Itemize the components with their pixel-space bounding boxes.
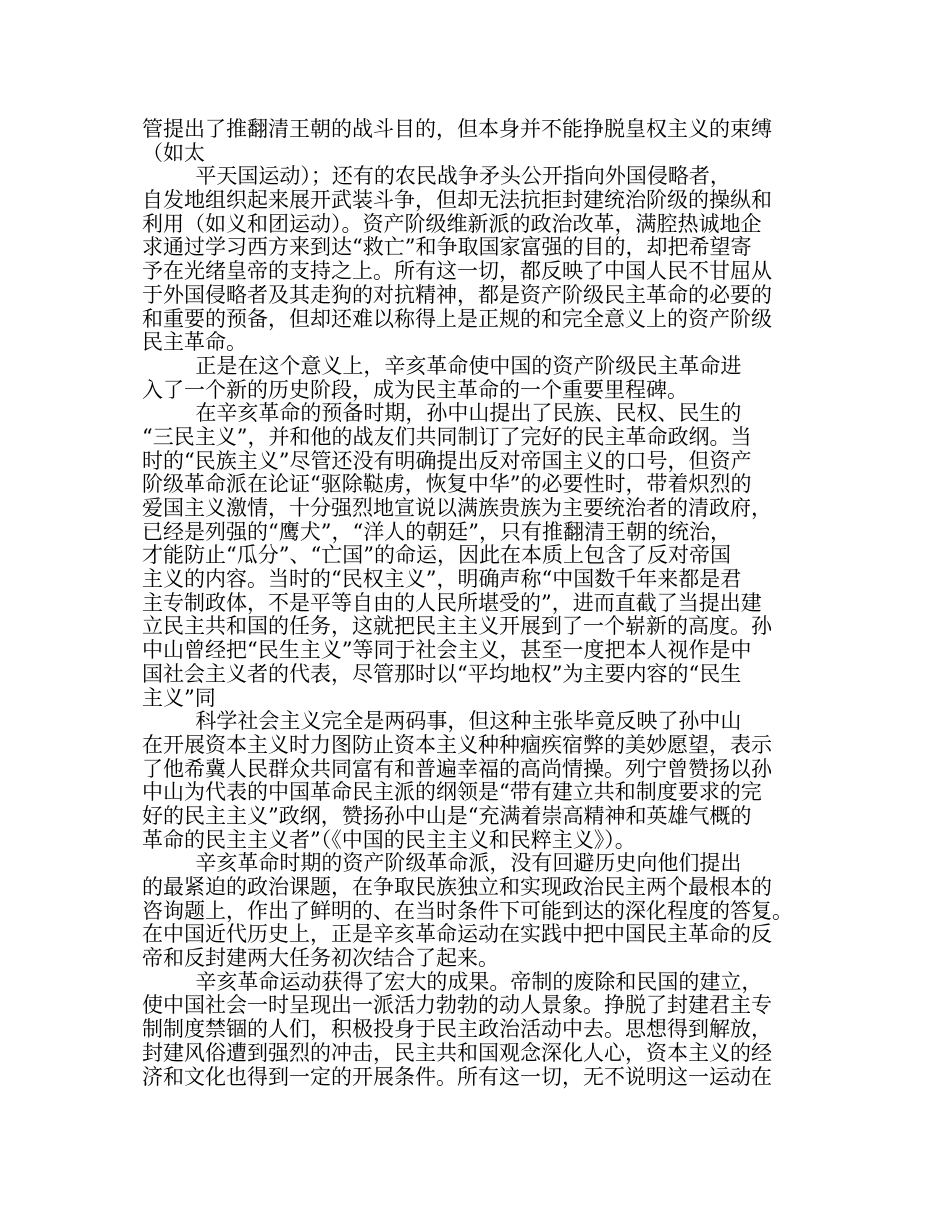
text-line: 了他希冀人民群众共同富有和普遍幸福的高尚情操。列宁曾赞扬以孙 (142, 756, 772, 781)
text-line: 制制度禁锢的人们，积极投身于民主政治活动中去。思想得到解放， (142, 1017, 772, 1042)
text-line: 封建风俗遭到强烈的冲击，民主共和国观念深化人心，资本主义的经 (142, 1040, 772, 1065)
text-line: 济和文化也得到一定的开展条件。所有这一切，无不说明这一运动在 (142, 1064, 772, 1089)
text-line: 阶级革命派在论证“驱除鞑虏，恢复中华”的必要性时，带着炽烈的 (142, 472, 752, 497)
body-text (142, 118, 832, 1089)
text-line: 管提出了推翻清王朝的战斗目的，但本身并不能挣脱皇权主义的束缚 (142, 117, 772, 141)
text-line: 才能防止“瓜分”、“亡国”的命运，因此在本质上包含了反对帝国 (142, 543, 731, 568)
text-line: 咨询题上，作出了鲜明的、在当时条件下可能到达的深化程度的答复。 (142, 898, 793, 923)
text-line: 立民主共和国的任务，这就把民主主义开展到了一个崭新的高度。孙 (142, 614, 772, 639)
text-line: 帝和反封建两大任务初次结合了起来。 (142, 946, 499, 971)
text-line: 在开展资本主义时力图防止资本主义种种痼疾宿弊的美妙愿望，表示 (142, 732, 772, 757)
text-line: 辛亥革命时期的资产阶级革命派，没有回避历史向他们提出 (142, 851, 742, 876)
text-line: 正是在这个意义上，辛亥革命使中国的资产阶级民主革命进 (142, 353, 742, 378)
text-line: 革命的民主主义者”（《中国的民主主义和民粹主义》）。 (142, 827, 636, 852)
text-line: 中山曾经把“民生主义”等同于社会主义，甚至一度把本人视作是中 (142, 638, 752, 663)
text-line: 利用（如义和团运动）。资产阶级维新派的政治改革，满腔热诚地企 (142, 211, 762, 236)
text-line: 主专制政体，不是平等自由的人民所堪受的”，进而直截了当提出建 (142, 590, 762, 615)
text-line: 在中国近代历史上，正是辛亥革命运动在实践中把中国民主革命的反 (142, 922, 772, 947)
text-line: 和重要的预备，但却还难以称得上是正规的和完全意义上的资产阶级 (142, 306, 772, 331)
text-line: 好的民主主义”政纲，赞扬孙中山是“充满着崇高精神和英雄气概的 (142, 803, 752, 828)
text-line: 辛亥革命运动获得了宏大的成果。帝制的废除和民国的建立， (142, 969, 763, 994)
text-line: 于外国侵略者及其走狗的对抗精神，都是资产阶级民主革命的必要的 (142, 282, 772, 307)
text-line: 科学社会主义完全是两码事，但这种主张毕竟反映了孙中山 (142, 709, 742, 734)
text-line: 入了一个新的历史阶段，成为民主革命的一个重要里程碑。 (142, 377, 688, 402)
text-line: 平天国运动）；还有的农民战争矛头公开指向外国侵略者， (142, 164, 731, 189)
text-line: “三民主义”，并和他的战友们共同制订了完好的民主革命政纲。当 (142, 424, 752, 449)
text-line: 民主革命。 (142, 330, 247, 355)
text-line: 国社会主义者的代表，尽管那时以“平均地权”为主要内容的“民生 (142, 661, 742, 686)
text-line: （如太 (142, 140, 205, 165)
text-line: 时的“民族主义”尽管还没有明确提出反对帝国主义的口号，但资产 (142, 448, 752, 473)
text-line: 的最紧迫的政治课题，在争取民族独立和实现政治民主两个最根本的 (142, 875, 772, 899)
text-line: 主义”同 (142, 685, 216, 710)
text-line: 已经是列强的“鹰犬”，“洋人的朝廷”，只有推翻清王朝的统治， (142, 519, 731, 544)
text-line: 自发地组织起来展开武装斗争，但却无法抗拒封建统治阶级的操纵和 (142, 188, 772, 213)
text-line: 主义的内容。当时的“民权主义”，明确声称“中国数千年来都是君 (142, 567, 742, 592)
text-line: 爱国主义激情，十分强烈地宣说以满族贵族为主要统治者的清政府， (142, 496, 772, 520)
text-line: 在辛亥革命的预备时期，孙中山提出了民族、民权、民生的 (142, 401, 742, 426)
text-line: 使中国社会一时呈现出一派活力勃勃的动人景象。挣脱了封建君主专 (142, 993, 772, 1018)
text-line: 求通过学习西方来到达“救亡”和争取国家富强的目的，却把希望寄 (142, 235, 752, 260)
text-line: 予在光绪皇帝的支持之上。所有这一切，都反映了中国人民不甘屈从 (142, 259, 772, 284)
text-line: 中山为代表的中国革命民主派的纲领是“带有建立共和制度要求的完 (142, 780, 762, 805)
